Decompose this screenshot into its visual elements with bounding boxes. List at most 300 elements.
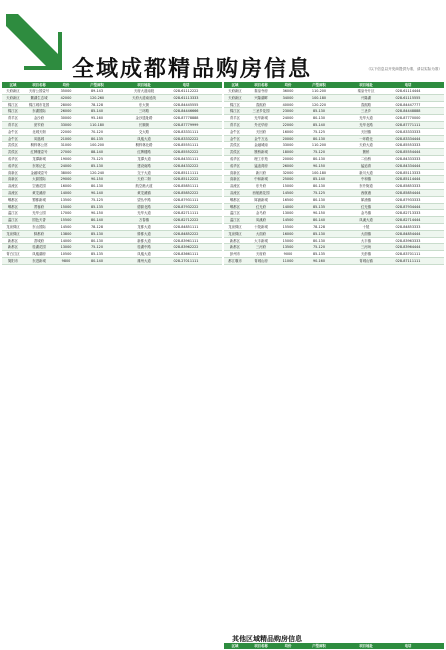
table-cell: 85-140 [312, 122, 325, 127]
table-cell: 十陵 [362, 224, 370, 229]
table-cell: 双流区 [7, 184, 19, 189]
table-cell: 90-160 [312, 258, 325, 263]
table-cell: 青羊区 [229, 116, 241, 121]
table-cell: 14500 [282, 190, 294, 195]
table-row [2, 115, 222, 122]
table-row [224, 156, 444, 163]
table-cell: 35000 [60, 89, 72, 93]
bottom-table-header [224, 643, 444, 649]
column-header: 电话 [182, 83, 190, 87]
table-cell: 028-85552222 [173, 150, 199, 155]
table-cell: 14000 [60, 238, 72, 243]
table-cell: 100-180 [311, 170, 327, 175]
table-row [224, 210, 444, 217]
table-cell: 30000 [60, 116, 72, 121]
table-cell: 双流区 [229, 190, 241, 195]
table-cell: 16000 [282, 231, 294, 236]
table-row [2, 149, 222, 156]
table-cell: 金牛区 [229, 136, 241, 141]
table-cell: 温江区 [229, 211, 241, 216]
table-cell: 100-200 [89, 143, 105, 148]
table-cell: 028-83331111 [173, 129, 199, 134]
table-cell: 14000 [60, 190, 72, 195]
table-cell: 028-87932222 [173, 204, 199, 209]
table-cell: 85-135 [312, 204, 325, 209]
table-cell: 028-27011111 [173, 258, 199, 263]
table-cell: 理工东苑 [254, 156, 268, 161]
table-cell: 70-120 [90, 129, 103, 134]
table-cell: 金马镇 [360, 211, 372, 216]
table-cell: 38000 [60, 170, 72, 175]
table-row [2, 122, 222, 129]
table-cell: 15000 [282, 238, 294, 243]
page-note: （以下信息以开发商提供为准，请以实际为准） [366, 67, 442, 71]
table-cell: 028-87933333 [395, 197, 421, 202]
table-cell: 双流区 [7, 190, 19, 195]
table-cell: 75-125 [312, 190, 325, 195]
table-cell: 78-128 [90, 102, 103, 107]
table-cell: 28000 [60, 102, 72, 107]
table-cell: 桐梓林公馆 [30, 143, 48, 148]
table-cell: 028-84853333 [395, 224, 421, 229]
table-cell: 光华大道 [359, 116, 373, 121]
table-cell: 犀浦镇 [360, 197, 372, 202]
table-cell: 028-87934444 [395, 204, 421, 209]
table-body [224, 88, 444, 265]
table-cell: 22000 [282, 122, 294, 127]
column-header: 项目名称 [254, 83, 268, 87]
table-cell: 高新区 [7, 170, 19, 175]
table-cell: 青羊区 [7, 122, 19, 127]
table-cell: 犀浦新城 [254, 197, 268, 202]
table-cell: 天府大道南延线 [132, 95, 156, 100]
table-cell: 三圣乡花园 [252, 109, 270, 114]
column-header: 区域 [231, 83, 239, 87]
table-cell: 75-125 [90, 156, 103, 161]
table-cell: 红牌楼壹号 [30, 150, 48, 155]
table-cell: 菁蓉府 [33, 204, 45, 209]
table-cell: 028-84332222 [173, 163, 199, 168]
table-cell: 天府新区 [228, 89, 242, 93]
table-cell: 驿都大道 [137, 231, 151, 236]
table-cell: 大丰新城 [254, 238, 268, 243]
page-header [0, 0, 446, 82]
table-row [224, 258, 444, 265]
table-cell: 中和镇 [360, 177, 372, 182]
table-cell: 13500 [60, 197, 72, 202]
table-cell: 9000 [283, 252, 293, 257]
table-cell: 彭州市 [229, 252, 241, 257]
table-cell: 武侯区 [7, 150, 19, 155]
table-cell: 新都区 [229, 238, 241, 243]
table-cell: 028-61114444 [395, 89, 421, 93]
table-cell: 89-143 [90, 89, 103, 93]
table-cell: 航空港大道 [135, 184, 153, 189]
table-cell: 028-84851111 [173, 224, 199, 229]
table-cell: 龙潭大道 [137, 156, 151, 161]
table-cell: 凤凰城 [33, 136, 45, 141]
table-cell: 红光府 [255, 204, 267, 209]
table-cell: 15500 [282, 224, 294, 229]
table-cell: 75-120 [90, 245, 103, 250]
table-cell: 天府大道 [359, 143, 373, 148]
table-cell: 78-128 [90, 224, 103, 229]
table-cell: 14500 [282, 218, 294, 223]
table-row [2, 231, 222, 238]
table-row [224, 170, 444, 177]
table-cell: 凤凰大道 [137, 252, 151, 257]
table-row [2, 258, 222, 265]
table-cell: 15000 [60, 204, 72, 209]
table-cell: 25000 [282, 177, 294, 182]
table-cell: 028-87931111 [173, 197, 199, 202]
table-cell: 新都区 [7, 245, 19, 250]
table-cell: 青城山府 [254, 258, 268, 263]
table-cell: 猛追湾 [360, 163, 372, 168]
table-cell: 75-125 [312, 129, 325, 134]
table-cell: 10500 [60, 252, 72, 257]
table-cell: 金马府 [255, 211, 267, 216]
table-row [224, 142, 444, 149]
table-cell: 80-130 [312, 136, 325, 141]
table-cell: 春熙路 [360, 102, 372, 107]
table-cell: 33000 [60, 122, 72, 127]
table-cell: 028-84445555 [173, 102, 199, 107]
table-cell: 天回府 [255, 129, 267, 134]
table-cell: 110-180 [89, 122, 105, 127]
table-cell: 85-140 [90, 109, 103, 114]
table-cell: 麓湖生态城 [30, 95, 48, 100]
table-cell: 十陵新城 [254, 224, 268, 229]
table-row [2, 244, 222, 251]
table-cell: 80-140 [90, 258, 103, 263]
table-cell: 028-82713333 [395, 211, 421, 216]
table-row [2, 204, 222, 211]
table-cell: 028-87111111 [395, 258, 421, 263]
table-cell: 龙泉驿区 [6, 231, 20, 236]
table-row [224, 122, 444, 129]
table-cell: 中和新城 [254, 177, 268, 182]
table-cell: 天府大道南段 [133, 89, 155, 93]
table-cell: 东湖国际 [32, 109, 46, 114]
table-cell: 龙泉驿区 [6, 224, 20, 229]
table-cell: 高新区 [229, 177, 241, 182]
table-row [224, 231, 444, 238]
table-cell: 金牛万达 [254, 136, 268, 141]
table-cell: 15000 [282, 184, 294, 189]
table-cell: 028-83701111 [395, 252, 421, 257]
table-cell: 13000 [282, 211, 294, 216]
table-cell: 三河场 [360, 245, 372, 250]
table-cell: 85-130 [312, 109, 325, 114]
table-cell: 黄龙溪镇 [137, 190, 151, 195]
table-cell: 028-87779999 [173, 122, 199, 127]
column-header: 均价 [284, 83, 292, 87]
table-header [224, 643, 444, 649]
table-row [224, 244, 444, 251]
table-cell: 028-83332222 [173, 136, 199, 141]
table-cell: 14500 [60, 224, 72, 229]
table-cell: 028-85553333 [395, 143, 421, 148]
table-cell: 温江区 [7, 218, 19, 223]
table-row [2, 129, 222, 136]
table-cell: 75-120 [312, 150, 325, 155]
table-cell: 天府公园壹号 [28, 89, 50, 93]
table-cell: 锦江区 [229, 102, 241, 107]
table-cell: 大面镇 [360, 231, 372, 236]
table-cell: 光华北路 [359, 122, 373, 127]
table-cell: 大面府 [255, 231, 267, 236]
table-cell: 90-150 [312, 211, 325, 216]
table-cell: 028-85554444 [395, 150, 421, 155]
table-cell: 028-85852222 [173, 190, 199, 195]
table-cell: 13000 [60, 245, 72, 250]
table-row [2, 163, 222, 170]
table-cell: 大源国际 [32, 177, 46, 182]
table-cell: 东郊记忆 [32, 163, 46, 168]
table-cell: 龙都大道 [137, 224, 151, 229]
table-cell: 028-83333333 [395, 129, 421, 134]
table-cell: 100-180 [311, 95, 327, 100]
table-cell: 光华大道 [137, 211, 151, 216]
table-cell: 金沙遗址路 [135, 116, 153, 121]
table-cell: 武侯区 [229, 150, 241, 155]
table-cell: 天回镇 [360, 129, 372, 134]
table-cell: 26000 [60, 109, 72, 114]
table-cell: 蜀都新城 [32, 197, 46, 202]
table-cell: 14000 [282, 204, 294, 209]
table-cell: 31000 [60, 143, 72, 148]
table-cell: 24000 [60, 163, 72, 168]
table-cell: 80-140 [312, 218, 325, 223]
table-cell: 桂湖中路 [137, 245, 151, 250]
table-cell: 16000 [60, 184, 72, 189]
table-cell: 龙潭新城 [32, 156, 46, 161]
table-cell: 光华公园 [32, 211, 46, 216]
table-cell: 028-83334444 [395, 136, 421, 141]
table-cell: 90-150 [90, 177, 103, 182]
table-cell: 19000 [60, 156, 72, 161]
table-cell: 秦皇寺府 [254, 89, 268, 93]
table-row [2, 88, 222, 95]
table-cell: 高新区 [7, 177, 19, 182]
table-cell: 雄州大道 [137, 258, 151, 263]
table-cell: 028-84334444 [395, 163, 421, 168]
table-cell: 028-87770000 [395, 116, 421, 121]
table-cell: 15500 [60, 218, 72, 223]
table-cell: 外光华府 [254, 122, 268, 127]
table-cell: 85-130 [312, 231, 325, 236]
table-cell: 秦皇寺片区 [357, 89, 375, 93]
table-cell: 028-82714444 [395, 218, 421, 223]
right-table [224, 82, 444, 265]
table-row [2, 183, 222, 190]
table-cell: 德源北路 [137, 204, 151, 209]
table-cell: 75-125 [90, 197, 103, 202]
table-cell: 红光镇 [360, 204, 372, 209]
table-cell: 90-150 [312, 163, 325, 168]
table-cell: 028-84447777 [395, 102, 421, 107]
table-row [2, 238, 222, 245]
table-cell: 高新区 [229, 170, 241, 175]
table-row [224, 238, 444, 245]
table-cell: 三环路 [138, 109, 150, 114]
table-cell: 80-130 [312, 116, 325, 121]
table-cell: 西航港 [360, 190, 372, 195]
table-cell: 028-82712222 [173, 218, 199, 223]
table-cell: 空港花园 [32, 184, 46, 189]
table-cell: 13500 [282, 245, 294, 250]
table-cell: 金融城南 [254, 143, 268, 148]
table-body [2, 88, 222, 265]
table-cell: 凤凰湖府 [32, 252, 46, 257]
table-cell: 成华区 [229, 163, 241, 168]
table-cell: 80-135 [90, 136, 103, 141]
column-header: 均价 [62, 83, 70, 87]
table-cell: 85-130 [90, 163, 103, 168]
table-cell: 新川府 [255, 170, 267, 175]
table-cell: 成华区 [7, 156, 19, 161]
table-cell: 028-83661111 [173, 252, 199, 257]
table-row [2, 142, 222, 149]
table-cell: 交子大道 [137, 170, 151, 175]
table-cell: 郫都区 [229, 197, 241, 202]
table-cell: 18000 [282, 150, 294, 155]
column-header: 均价 [284, 644, 292, 648]
column-header: 电话 [404, 83, 412, 87]
table-cell: 32000 [282, 170, 294, 175]
table-cell: 天府新区 [6, 89, 20, 93]
table-cell: 西航港花园 [252, 190, 270, 195]
table-row [2, 197, 222, 204]
table-row [224, 88, 444, 95]
table-row [2, 108, 222, 115]
table-cell: 80-130 [312, 238, 325, 243]
table-cell: 028-84448888 [395, 109, 421, 114]
table-cell: 天府府 [255, 252, 267, 257]
table-cell: 85-130 [90, 231, 103, 236]
table-cell: 80-130 [90, 238, 103, 243]
table-row [224, 197, 444, 204]
table-cell: 85-135 [90, 204, 103, 209]
table-cell: 80-130 [90, 184, 103, 189]
table-cell: 锦江城市花园 [28, 102, 50, 107]
table-cell: 42000 [60, 95, 72, 100]
table-cell: 春熙府 [255, 102, 267, 107]
table-cell: 78-128 [312, 224, 325, 229]
table-cell: 85-135 [90, 252, 103, 257]
table-cell: 龙泉驿区 [228, 231, 242, 236]
table-cell: 110-200 [311, 89, 327, 93]
table-cell: 北城天街 [32, 129, 46, 134]
table-cell: 二仙桥 [360, 156, 372, 161]
table-cell: 红牌楼路 [137, 150, 151, 155]
table-row [2, 170, 222, 177]
table-row [224, 102, 444, 109]
table-cell: 21000 [60, 136, 72, 141]
table-cell: 新都大道 [137, 238, 151, 243]
table-cell: 国色天香 [32, 218, 46, 223]
table-cell: 青羊区 [229, 122, 241, 127]
column-header: 户型面积 [90, 83, 104, 87]
table-cell: 028-85111111 [173, 170, 199, 175]
table-cell: 金沙府 [33, 116, 45, 121]
table-cell: 20000 [282, 136, 294, 141]
table-row [2, 156, 222, 163]
table-cell: 三河府 [255, 245, 267, 250]
table-cell: 028-84446666 [173, 109, 199, 114]
table-cell: 新都区 [229, 245, 241, 250]
table-cell: 13800 [60, 231, 72, 236]
table-cell: 028-82711111 [173, 211, 199, 216]
table-cell: 85-140 [312, 177, 325, 182]
table-cell: 建设南路 [137, 163, 151, 168]
table-cell: 16000 [282, 129, 294, 134]
table-cell: 大丰镇 [360, 238, 372, 243]
table-cell: 温江区 [7, 211, 19, 216]
table-cell: 85-135 [312, 252, 325, 257]
table-cell: 金牛区 [229, 129, 241, 134]
table-cell: 都江堰市 [228, 258, 242, 263]
table-row [224, 129, 444, 136]
arrow-icon [6, 14, 62, 70]
table-cell: 75-120 [312, 245, 325, 250]
table-row [224, 176, 444, 183]
table-cell: 簇桥 [362, 150, 370, 155]
table-cell: 028-84331111 [173, 156, 199, 161]
table-cell: 26000 [282, 163, 294, 168]
column-header: 项目地址 [137, 83, 151, 87]
page-title: 全域成都精品购房信息 [72, 57, 313, 82]
table-cell: 交大路 [138, 129, 150, 134]
table-cell: 80-140 [90, 218, 103, 223]
table-cell: 120-240 [89, 170, 105, 175]
table-cell: 22000 [60, 129, 72, 134]
table-cell: 东升街道 [359, 184, 373, 189]
table-cell: 成华区 [229, 156, 241, 161]
table-cell: 028-83964444 [395, 245, 421, 250]
table-cell: 028-83962222 [173, 245, 199, 250]
table-cell: 120-220 [311, 102, 327, 107]
table-cell: 23000 [282, 109, 294, 114]
table-row [224, 251, 444, 258]
table-cell: 郫都区 [7, 197, 19, 202]
table-cell: 40000 [282, 102, 294, 107]
table-cell: 88-140 [90, 150, 103, 155]
table-cell: 凤溪大道 [359, 218, 373, 223]
table-cell: 青羊区 [7, 116, 19, 121]
column-header: 项目名称 [254, 644, 268, 648]
table-cell: 金牛区 [7, 136, 19, 141]
table-row [224, 95, 444, 102]
table-cell: 望丛中路 [137, 197, 151, 202]
table-row [2, 102, 222, 109]
table-row [2, 190, 222, 197]
table-cell: 香城府 [33, 238, 45, 243]
table-cell: 天府新区 [228, 95, 242, 100]
table-cell: 028-83963333 [395, 238, 421, 243]
table-cell: 青白江区 [6, 252, 20, 257]
table-cell: 青城山镇 [359, 258, 373, 263]
column-header: 户型面积 [312, 644, 326, 648]
table-cell: 锦江区 [7, 102, 19, 107]
table-cell: 双流区 [229, 184, 241, 189]
table-cell: 80-130 [312, 197, 325, 202]
column-header: 区域 [9, 83, 17, 87]
table-cell: 90-140 [90, 190, 103, 195]
table-cell: 温江区 [229, 218, 241, 223]
table-cell: 万春镇 [138, 218, 150, 223]
